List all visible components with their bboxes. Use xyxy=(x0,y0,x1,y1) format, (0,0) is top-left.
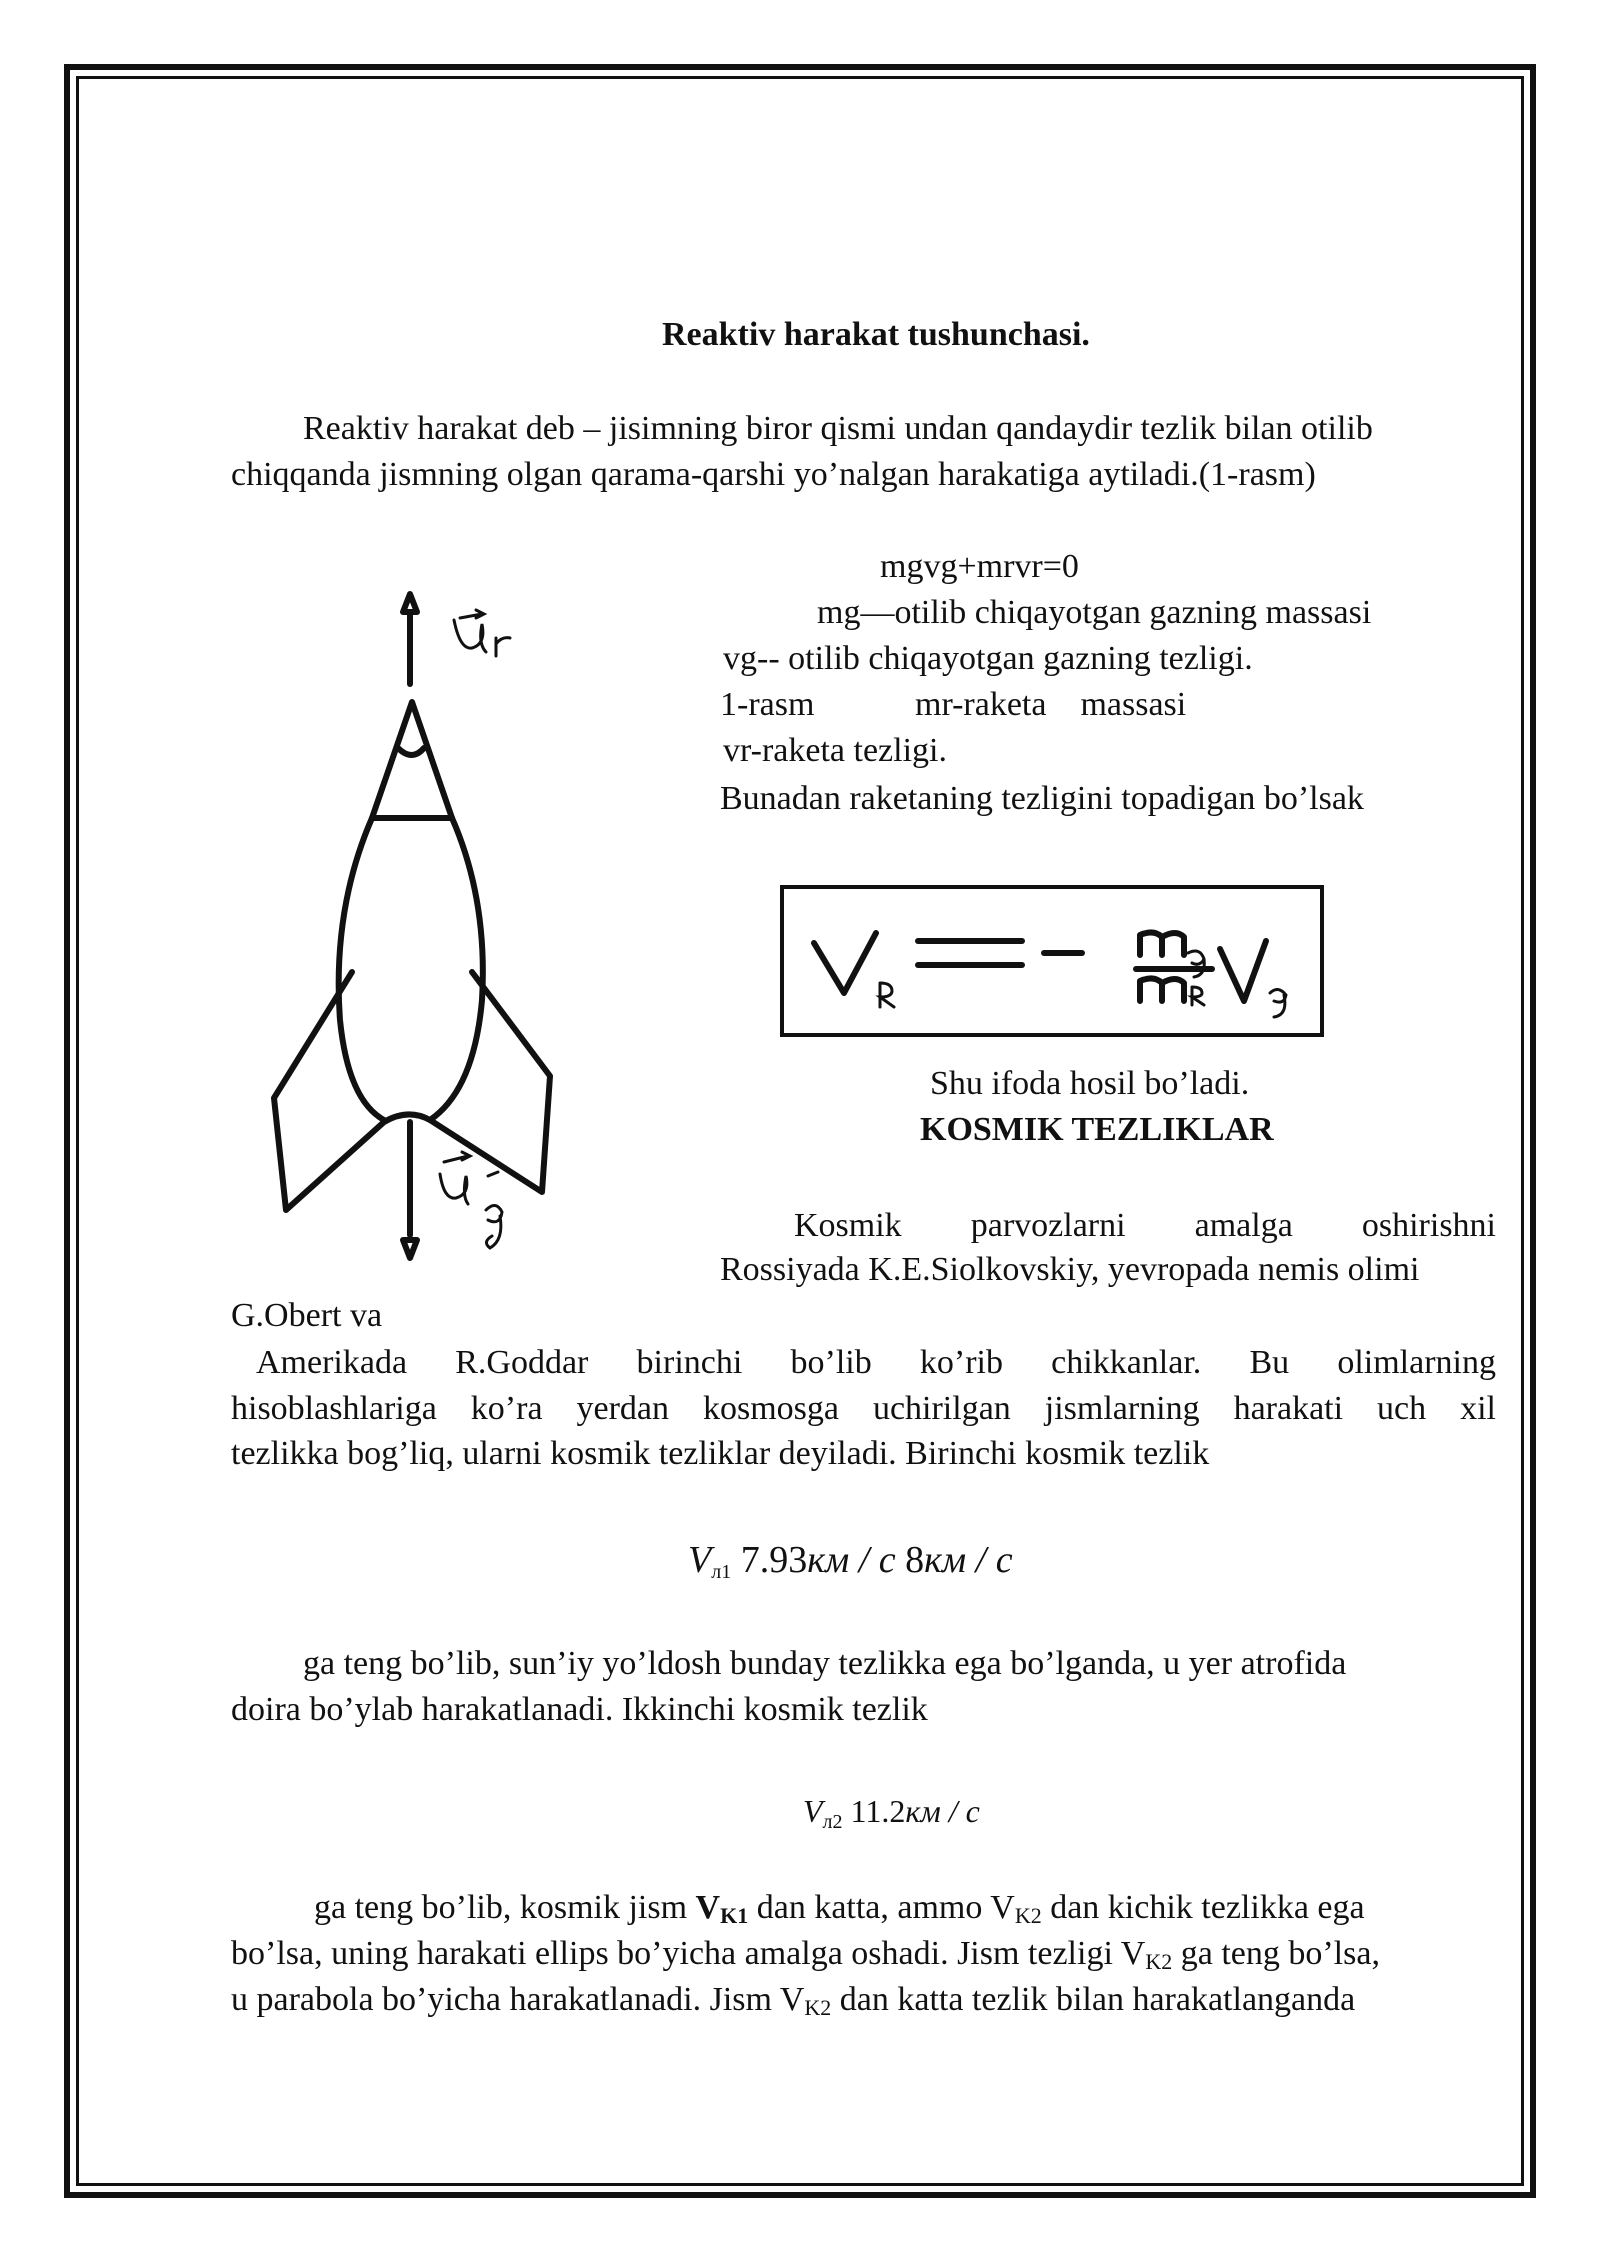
mg-definition: mg—otilib chiqayotgan gazning massasi xyxy=(817,594,1372,631)
rocket-illustration xyxy=(260,580,560,1290)
v2-subscript: л2 xyxy=(822,1811,843,1833)
cosmic-line-3: G.Obert va xyxy=(231,1297,383,1334)
para3-line-2: doira bo’ylab harakatlanadi. Ikkinchi kosmik tezlik xyxy=(231,1691,928,1728)
cosmic-line-4: Amerikada R.Goddar birinchi bo’lib ko’rib chikkanlar. Bu olimlarning xyxy=(256,1344,1496,1381)
para4-text-c: dan kichik tezlikka ega xyxy=(1041,1889,1365,1926)
equation: mgvg+mrvr=0 xyxy=(880,548,1079,585)
intro-line-1: Reaktiv harakat deb – jisimning biror qismi undan qandaydir tezlik bilan otilib xyxy=(303,410,1373,447)
para4-text-e: ga teng bo’lsa, xyxy=(1172,1935,1380,1972)
v1-value-rounded: 8 xyxy=(895,1539,925,1581)
para4-line-3 xyxy=(231,1978,1355,2030)
v2-value: 11.2 xyxy=(850,1793,906,1829)
vk1-symbol: V xyxy=(695,1889,721,1926)
lead-in-text: Bunadan raketaning tezligini topadigan bo’lsak xyxy=(720,780,1364,817)
v1-subscript: л1 xyxy=(711,1561,732,1583)
cosmic-line-1: Kosmik parvozlarni amalga oshirishni xyxy=(794,1207,1496,1244)
cosmic-line-2: Rossiyada K.E.Siolkovskiy, yevropada nemis olimi xyxy=(720,1251,1420,1288)
vk2-subscript-c: K2 xyxy=(804,1995,832,2020)
v2-symbol: V xyxy=(803,1793,823,1829)
v1-symbol: V xyxy=(688,1539,712,1581)
para4-line-2 xyxy=(231,1932,1380,1984)
vg-definition: vg-- otilib chiqayotgan gazning tezligi. xyxy=(723,640,1253,677)
intro-line-2: chiqqanda jismning olgan qarama-qarshi yo’nalgan harakatiga aytiladi.(1-rasm) xyxy=(231,456,1316,493)
cosmic-line-6: tezlikka bog’liq, ularni kosmik tezliklar deyiladi. Birinchi kosmik tezlik xyxy=(231,1435,1210,1472)
vk2-subscript-a: K2 xyxy=(1014,1903,1042,1928)
section-title: KOSMIK TEZLIKLAR xyxy=(920,1111,1274,1148)
formula-handwritten xyxy=(784,889,1320,1033)
para4-text-d: bo’lsa, uning harakati ellips bo’yicha amalga oshadi. Jism tezligi V xyxy=(231,1935,1146,1972)
para4-text-a: ga teng bo’lib, kosmik jism xyxy=(314,1889,696,1926)
page-title: Reaktiv harakat tushunchasi. xyxy=(662,316,1090,353)
first-cosmic-velocity xyxy=(688,1536,1013,1596)
vk2-subscript-b: K2 xyxy=(1145,1949,1173,1974)
para3-line-1: ga teng bo’lib, sun’iy yo’ldosh bunday tezlikka ega bo’lganda, u yer atrofida xyxy=(303,1645,1347,1682)
mr-definition: mr-raketa massasi xyxy=(915,686,1187,723)
v1-value: 7.93 xyxy=(740,1539,808,1581)
vr-definition: vr-raketa tezligi. xyxy=(723,732,947,769)
para4-text-b: dan katta, ammo V xyxy=(748,1889,1015,1926)
v1-unit: км / с xyxy=(807,1539,896,1581)
after-formula-text: Shu ifoda hosil bo’ladi. xyxy=(930,1065,1250,1102)
para4-text-f: u parabola bo’yicha harakatlanadi. Jism V xyxy=(231,1981,805,2018)
para4-text-g: dan katta tezlik bilan harakatlanganda xyxy=(831,1981,1356,2018)
cosmic-line-5: hisoblashlariga ko’ra yerdan kosmosga uchirilgan jismlarning harakati uch xil xyxy=(231,1390,1496,1427)
v1-unit-2: км / с xyxy=(924,1539,1013,1581)
v2-unit: км / с xyxy=(905,1793,980,1829)
second-cosmic-velocity xyxy=(803,1790,980,1843)
para4-line-1 xyxy=(314,1886,1365,1938)
figure-caption: 1-rasm xyxy=(720,686,815,723)
vk1-subscript: K1 xyxy=(720,1903,749,1928)
